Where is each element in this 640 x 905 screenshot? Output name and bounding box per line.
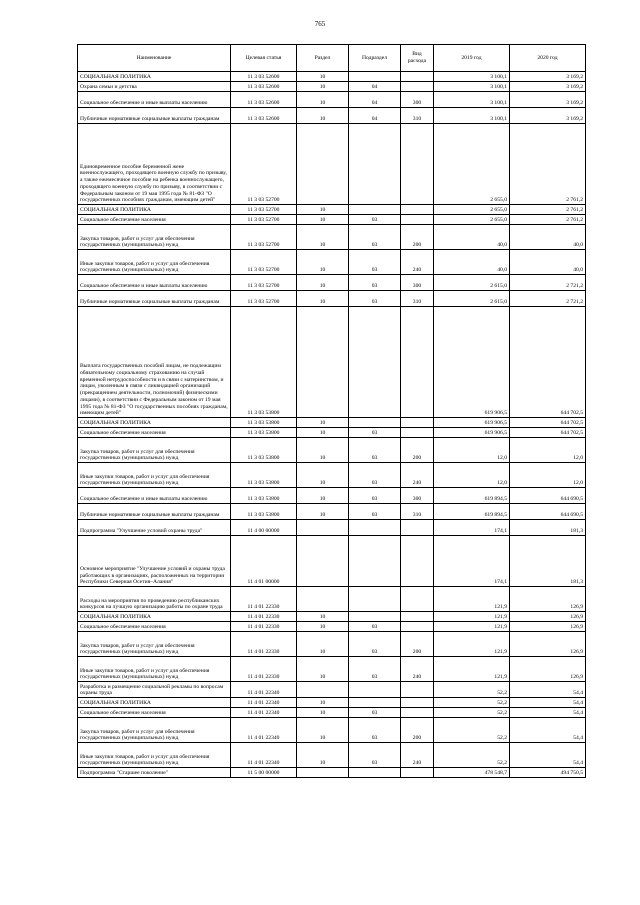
row-section: 10 <box>297 708 349 718</box>
row-section: 10 <box>297 72 349 82</box>
table-row <box>78 418 586 428</box>
row-expense-type: 200 <box>401 632 434 657</box>
row-amount-2020: 644 702,5 <box>510 418 586 428</box>
row-subsection: 03 <box>349 215 401 225</box>
table-row <box>78 438 586 463</box>
row-section: 10 <box>297 418 349 428</box>
row-expense-type <box>401 682 434 698</box>
row-amount-2019: 12,0 <box>434 463 510 488</box>
table-row <box>78 428 586 438</box>
row-subsection <box>349 418 401 428</box>
table-row <box>78 708 586 718</box>
row-amount-2020: 2 761,2 <box>510 215 586 225</box>
row-amount-2020: 2 721,2 <box>510 275 586 291</box>
row-expense-type <box>401 698 434 708</box>
row-amount-2020: 644 702,5 <box>510 428 586 438</box>
table-header-row <box>78 45 586 72</box>
row-amount-2019: 40,0 <box>434 250 510 275</box>
row-target-item: 11 4 01 22330 <box>231 657 297 682</box>
row-amount-2020: 12,0 <box>510 463 586 488</box>
row-expense-type <box>401 768 434 778</box>
row-target-item: 11 4 00 00000 <box>231 520 297 536</box>
header-year-2019: 2019 год <box>434 45 510 72</box>
row-target-item: 11 4 01 22340 <box>231 718 297 743</box>
header-section: Раздел <box>297 45 349 72</box>
row-name: Выплата государственных пособий лицам, не подлежащим обязательному социальному страхованию на случай временной нетрудоспособности и в связи с материнством, и лицам, уволенным в связи с ликвидацией организаций (прекращением деятельности, полномочий) физическими лицами), в соответствии с Федеральным законом от 19 мая 1995 года № 81-ФЗ "О государственных пособиях гражданам, имеющим детей" <box>78 307 231 418</box>
row-subsection <box>349 698 401 708</box>
row-subsection: 03 <box>349 708 401 718</box>
table-row <box>78 587 586 612</box>
row-subsection <box>349 587 401 612</box>
table-row <box>78 488 586 504</box>
row-subsection: 03 <box>349 632 401 657</box>
table-row <box>78 82 586 92</box>
row-name: Иные закупки товаров, работ и услуг для обеспечения государственных (муниципальных) нужд <box>78 250 231 275</box>
row-expense-type: 310 <box>401 108 434 124</box>
row-amount-2020: 644 690,5 <box>510 504 586 520</box>
row-subsection <box>349 768 401 778</box>
row-expense-type <box>401 428 434 438</box>
table-row <box>78 108 586 124</box>
row-target-item: 11 5 00 00000 <box>231 768 297 778</box>
row-target-item: 11 4 01 22330 <box>231 587 297 612</box>
row-target-item: 11 3 03 52600 <box>231 82 297 92</box>
row-amount-2020: 126,9 <box>510 612 586 622</box>
row-name: СОЦИАЛЬНАЯ ПОЛИТИКА <box>78 698 231 708</box>
row-amount-2019: 2 655,0 <box>434 205 510 215</box>
row-amount-2020: 126,9 <box>510 587 586 612</box>
row-section: 10 <box>297 632 349 657</box>
row-amount-2020: 12,0 <box>510 438 586 463</box>
table-row <box>78 72 586 82</box>
row-section: 10 <box>297 291 349 307</box>
table-row <box>78 504 586 520</box>
table-row <box>78 682 586 698</box>
row-target-item: 11 3 03 53800 <box>231 488 297 504</box>
header-expense-type: Вид расхода <box>401 45 434 72</box>
row-amount-2019: 478 548,7 <box>434 768 510 778</box>
row-expense-type <box>401 72 434 82</box>
table-row <box>78 718 586 743</box>
row-amount-2020: 3 169,2 <box>510 72 586 82</box>
row-name: Иные закупки товаров, работ и услуг для обеспечения государственных (муниципальных) нужд <box>78 743 231 768</box>
row-expense-type: 300 <box>401 488 434 504</box>
row-target-item: 11 4 01 22330 <box>231 622 297 632</box>
row-name: Социальное обеспечение и иные выплаты населению <box>78 92 231 108</box>
row-amount-2020: 126,9 <box>510 657 586 682</box>
table-row <box>78 250 586 275</box>
table-row <box>78 92 586 108</box>
row-target-item: 11 3 03 53800 <box>231 418 297 428</box>
table-row <box>78 124 586 205</box>
row-name: Охрана семьи и детства <box>78 82 231 92</box>
table-row <box>78 657 586 682</box>
row-amount-2019: 52,2 <box>434 708 510 718</box>
row-subsection <box>349 307 401 418</box>
table-row <box>78 275 586 291</box>
row-subsection: 03 <box>349 622 401 632</box>
row-subsection: 03 <box>349 428 401 438</box>
row-name: Социальное обеспечение населения <box>78 215 231 225</box>
row-expense-type <box>401 520 434 536</box>
row-expense-type <box>401 708 434 718</box>
row-subsection: 04 <box>349 82 401 92</box>
row-name: Публичные нормативные социальные выплаты гражданам <box>78 108 231 124</box>
row-subsection: 03 <box>349 504 401 520</box>
row-amount-2020: 54,4 <box>510 743 586 768</box>
row-amount-2019: 40,0 <box>434 225 510 250</box>
row-name: Социальное обеспечение населения <box>78 428 231 438</box>
row-section <box>297 520 349 536</box>
table-row <box>78 622 586 632</box>
row-subsection: 03 <box>349 743 401 768</box>
row-subsection: 03 <box>349 488 401 504</box>
row-amount-2020: 2 761,2 <box>510 124 586 205</box>
row-amount-2019: 619 906,5 <box>434 428 510 438</box>
row-amount-2020: 54,4 <box>510 708 586 718</box>
row-amount-2020: 3 169,2 <box>510 82 586 92</box>
row-name: СОЦИАЛЬНАЯ ПОЛИТИКА <box>78 418 231 428</box>
row-name: СОЦИАЛЬНАЯ ПОЛИТИКА <box>78 612 231 622</box>
row-amount-2019: 174,1 <box>434 520 510 536</box>
row-name: Расходы на мероприятия по проведению республиканских конкурсов на лучшую организацию работы по охране труда <box>78 587 231 612</box>
row-target-item: 11 4 01 22340 <box>231 682 297 698</box>
row-subsection: 03 <box>349 463 401 488</box>
row-target-item: 11 4 01 22330 <box>231 612 297 622</box>
row-expense-type <box>401 418 434 428</box>
row-amount-2020: 2 721,2 <box>510 291 586 307</box>
row-target-item: 11 3 03 53800 <box>231 463 297 488</box>
row-name: Основное мероприятие "Улучшение условий и охраны труда работающих в организациях, расположенных на территории Республики Северная Осетия–Алания" <box>78 536 231 587</box>
row-expense-type: 240 <box>401 657 434 682</box>
row-expense-type <box>401 307 434 418</box>
row-subsection <box>349 124 401 205</box>
row-target-item: 11 4 01 22340 <box>231 708 297 718</box>
row-subsection: 03 <box>349 718 401 743</box>
row-section: 10 <box>297 718 349 743</box>
row-amount-2019: 619 906,5 <box>434 307 510 418</box>
row-name: Закупка товаров, работ и услуг для обеспечения государственных (муниципальных) нужд <box>78 438 231 463</box>
row-amount-2019: 619 894,5 <box>434 488 510 504</box>
row-amount-2020: 644 702,5 <box>510 307 586 418</box>
table-row <box>78 536 586 587</box>
row-target-item: 11 3 03 52700 <box>231 225 297 250</box>
header-subsection: Подраздел <box>349 45 401 72</box>
header-name: Наименование <box>78 45 231 72</box>
row-amount-2020: 2 761,2 <box>510 205 586 215</box>
row-subsection <box>349 536 401 587</box>
row-section <box>297 768 349 778</box>
row-amount-2020: 126,9 <box>510 632 586 657</box>
row-target-item: 11 4 01 22340 <box>231 698 297 708</box>
row-section: 10 <box>297 504 349 520</box>
table-row <box>78 463 586 488</box>
row-name: Закупка товаров, работ и услуг для обеспечения государственных (муниципальных) нужд <box>78 632 231 657</box>
row-amount-2019: 174,1 <box>434 536 510 587</box>
row-amount-2020: 494 750,5 <box>510 768 586 778</box>
row-section <box>297 587 349 612</box>
row-subsection: 03 <box>349 657 401 682</box>
budget-table <box>77 44 586 778</box>
row-amount-2019: 52,2 <box>434 743 510 768</box>
row-amount-2020: 54,4 <box>510 698 586 708</box>
row-expense-type <box>401 587 434 612</box>
row-section: 10 <box>297 698 349 708</box>
table-row <box>78 215 586 225</box>
table-row <box>78 307 586 418</box>
table-row <box>78 698 586 708</box>
row-target-item: 11 3 03 52600 <box>231 92 297 108</box>
row-subsection <box>349 520 401 536</box>
row-amount-2019: 52,2 <box>434 682 510 698</box>
row-section: 10 <box>297 250 349 275</box>
row-name: Подпрограмма "Улучшение условий охраны труда" <box>78 520 231 536</box>
row-amount-2020: 54,4 <box>510 682 586 698</box>
row-section: 10 <box>297 612 349 622</box>
row-target-item: 11 4 01 22330 <box>231 632 297 657</box>
row-target-item: 11 3 03 53800 <box>231 307 297 418</box>
row-expense-type <box>401 612 434 622</box>
row-target-item: 11 3 03 53800 <box>231 438 297 463</box>
row-name: Подпрограмма "Старшее поколение" <box>78 768 231 778</box>
row-section: 10 <box>297 205 349 215</box>
row-amount-2019: 121,9 <box>434 657 510 682</box>
header-year-2020: 2020 год <box>510 45 586 72</box>
row-amount-2019: 3 100,1 <box>434 108 510 124</box>
row-expense-type: 310 <box>401 291 434 307</box>
row-expense-type: 240 <box>401 743 434 768</box>
row-target-item: 11 4 01 00000 <box>231 536 297 587</box>
row-section <box>297 124 349 205</box>
row-amount-2019: 619 894,5 <box>434 504 510 520</box>
row-amount-2019: 3 100,1 <box>434 82 510 92</box>
row-subsection: 04 <box>349 92 401 108</box>
table-row <box>78 632 586 657</box>
table-row <box>78 768 586 778</box>
row-amount-2019: 12,0 <box>434 438 510 463</box>
row-section: 10 <box>297 82 349 92</box>
row-section <box>297 536 349 587</box>
row-name: Разработка и размещение социальной рекламы по вопросам охраны труда <box>78 682 231 698</box>
row-amount-2020: 126,9 <box>510 622 586 632</box>
row-amount-2019: 121,9 <box>434 612 510 622</box>
row-expense-type <box>401 205 434 215</box>
row-subsection: 04 <box>349 108 401 124</box>
row-amount-2020: 40,0 <box>510 225 586 250</box>
row-name: СОЦИАЛЬНАЯ ПОЛИТИКА <box>78 72 231 82</box>
row-name: СОЦИАЛЬНАЯ ПОЛИТИКА <box>78 205 231 215</box>
row-amount-2020: 3 169,2 <box>510 108 586 124</box>
row-target-item: 11 3 03 52700 <box>231 124 297 205</box>
row-subsection: 03 <box>349 438 401 463</box>
row-section: 10 <box>297 215 349 225</box>
row-amount-2019: 619 906,5 <box>434 418 510 428</box>
row-name: Закупка товаров, работ и услуг для обеспечения государственных (муниципальных) нужд <box>78 718 231 743</box>
row-target-item: 11 3 03 52700 <box>231 291 297 307</box>
row-name: Социальное обеспечение населения <box>78 622 231 632</box>
row-name: Социальное обеспечение и иные выплаты населению <box>78 488 231 504</box>
row-name: Социальное обеспечение населения <box>78 708 231 718</box>
row-subsection: 03 <box>349 291 401 307</box>
row-amount-2020: 40,0 <box>510 250 586 275</box>
header-target-item: Целевая статья <box>231 45 297 72</box>
row-amount-2020: 644 690,5 <box>510 488 586 504</box>
row-amount-2019: 2 615,0 <box>434 275 510 291</box>
row-amount-2019: 52,2 <box>434 718 510 743</box>
row-expense-type: 200 <box>401 438 434 463</box>
row-subsection <box>349 612 401 622</box>
row-target-item: 11 3 03 53800 <box>231 428 297 438</box>
row-name: Иные закупки товаров, работ и услуг для обеспечения государственных (муниципальных) нужд <box>78 463 231 488</box>
row-section: 10 <box>297 622 349 632</box>
row-amount-2019: 2 615,0 <box>434 291 510 307</box>
row-target-item: 11 3 03 52700 <box>231 275 297 291</box>
row-expense-type: 300 <box>401 275 434 291</box>
row-name: Публичные нормативные социальные выплаты гражданам <box>78 504 231 520</box>
row-section: 10 <box>297 657 349 682</box>
row-section: 10 <box>297 108 349 124</box>
row-expense-type <box>401 215 434 225</box>
row-section: 10 <box>297 463 349 488</box>
row-expense-type: 240 <box>401 250 434 275</box>
row-amount-2019: 121,9 <box>434 632 510 657</box>
row-subsection <box>349 205 401 215</box>
row-name: Закупка товаров, работ и услуг для обеспечения государственных (муниципальных) нужд <box>78 225 231 250</box>
row-section: 10 <box>297 488 349 504</box>
row-target-item: 11 3 03 52600 <box>231 72 297 82</box>
row-amount-2019: 52,2 <box>434 698 510 708</box>
row-expense-type: 240 <box>401 463 434 488</box>
row-expense-type <box>401 536 434 587</box>
row-name: Иные закупки товаров, работ и услуг для обеспечения государственных (муниципальных) нужд <box>78 657 231 682</box>
row-expense-type: 300 <box>401 92 434 108</box>
row-name: Социальное обеспечение и иные выплаты населению <box>78 275 231 291</box>
row-amount-2020: 54,4 <box>510 718 586 743</box>
row-amount-2019: 3 100,1 <box>434 72 510 82</box>
row-section <box>297 682 349 698</box>
table-row <box>78 520 586 536</box>
row-section: 10 <box>297 438 349 463</box>
page-number: 765 <box>314 20 326 28</box>
row-target-item: 11 4 01 22340 <box>231 743 297 768</box>
table-row <box>78 225 586 250</box>
row-expense-type: 200 <box>401 225 434 250</box>
row-amount-2020: 3 169,2 <box>510 92 586 108</box>
row-name: Единовременное пособие беременной жене военнослужащего, проходящего военную службу по призыву, а также ежемесячное пособие на ребенка военнослужащего, проходящего военную службу по призыву, в соответствии с Федеральным законом от 19 мая 1995 года № 81-ФЗ "О государственных пособиях гражданам, имеющим детей" <box>78 124 231 205</box>
table-body <box>78 72 586 778</box>
row-target-item: 11 3 03 52700 <box>231 215 297 225</box>
row-section: 10 <box>297 428 349 438</box>
row-section: 10 <box>297 275 349 291</box>
row-section: 10 <box>297 743 349 768</box>
row-subsection: 03 <box>349 225 401 250</box>
row-amount-2020: 181,3 <box>510 536 586 587</box>
row-amount-2019: 2 655,0 <box>434 124 510 205</box>
row-name: Публичные нормативные социальные выплаты гражданам <box>78 291 231 307</box>
row-subsection <box>349 72 401 82</box>
row-target-item: 11 3 03 52600 <box>231 108 297 124</box>
row-expense-type <box>401 82 434 92</box>
row-amount-2020: 181,3 <box>510 520 586 536</box>
table-row <box>78 612 586 622</box>
row-amount-2019: 3 100,1 <box>434 92 510 108</box>
row-expense-type <box>401 124 434 205</box>
row-subsection <box>349 682 401 698</box>
row-amount-2019: 2 655,0 <box>434 215 510 225</box>
table-row <box>78 205 586 215</box>
row-section: 10 <box>297 225 349 250</box>
row-target-item: 11 3 03 53800 <box>231 504 297 520</box>
row-amount-2019: 121,9 <box>434 587 510 612</box>
row-section: 10 <box>297 92 349 108</box>
row-subsection: 03 <box>349 250 401 275</box>
row-subsection: 03 <box>349 275 401 291</box>
row-expense-type <box>401 622 434 632</box>
row-section <box>297 307 349 418</box>
table-row <box>78 743 586 768</box>
table-row <box>78 291 586 307</box>
row-target-item: 11 3 03 52700 <box>231 205 297 215</box>
row-expense-type: 200 <box>401 718 434 743</box>
row-amount-2019: 121,9 <box>434 622 510 632</box>
row-target-item: 11 3 03 52700 <box>231 250 297 275</box>
row-expense-type: 310 <box>401 504 434 520</box>
